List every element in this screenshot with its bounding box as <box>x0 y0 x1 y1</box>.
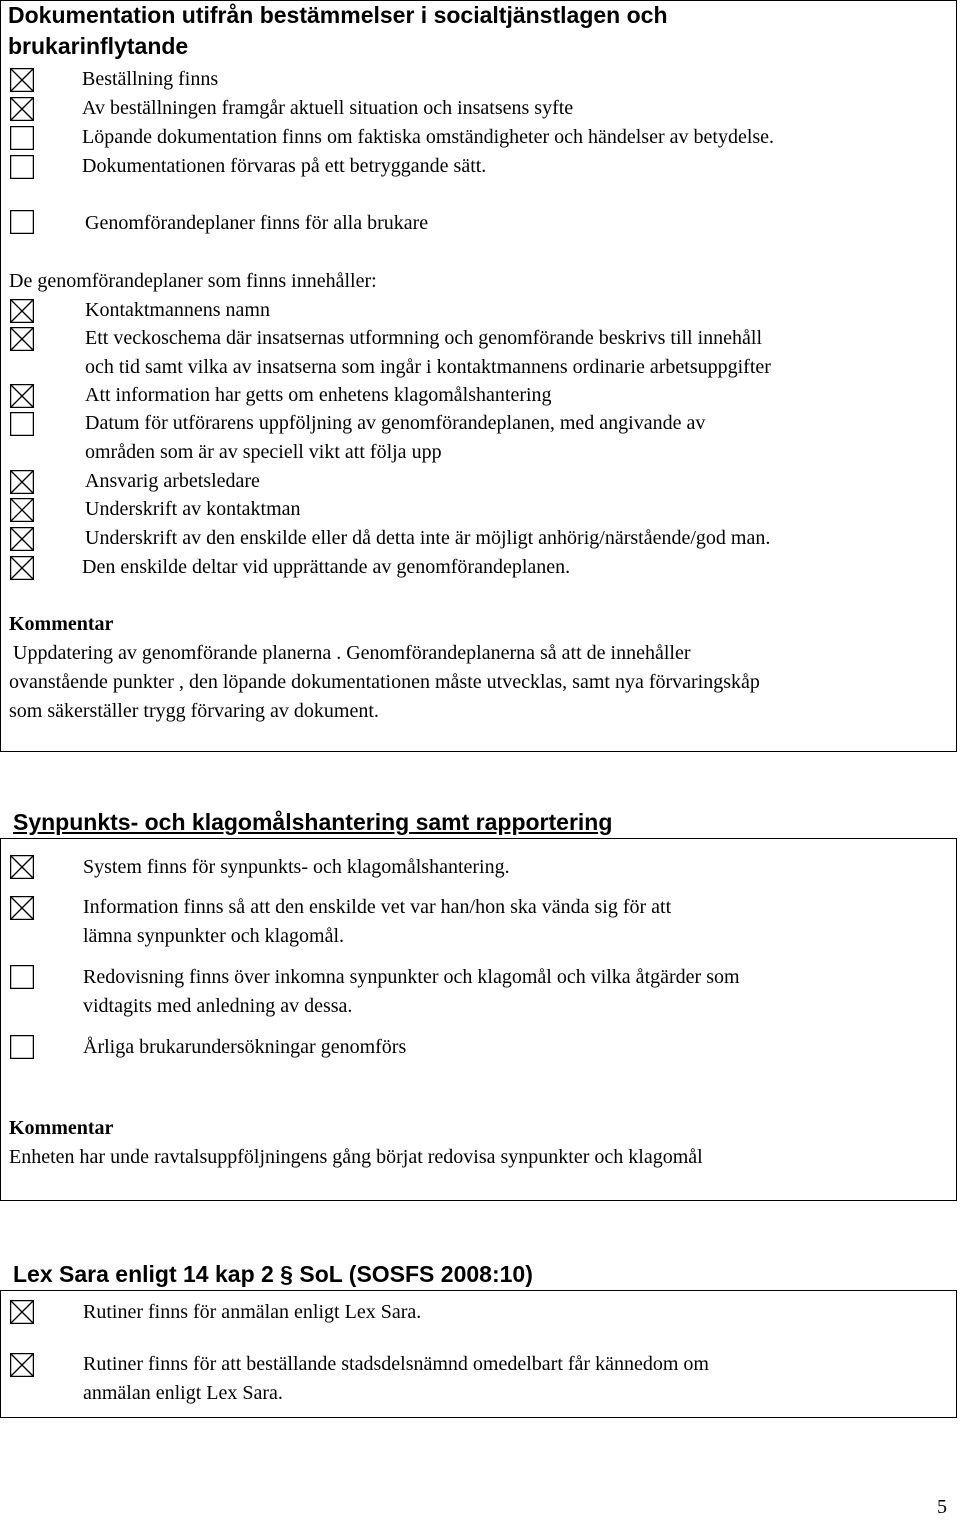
plan-item: Underskrift av kontaktman <box>85 498 301 520</box>
plan-item-line: Ett veckoschema där insatsernas utformning och genomförande beskrivs till innehåll <box>85 327 763 349</box>
checkbox-unchecked-icon[interactable] <box>10 1035 34 1059</box>
checklist-item: Av beställningen framgår aktuell situation och insatsens syfte <box>82 97 574 119</box>
plans-subheading: De genomförandeplaner som finns innehåller: <box>9 270 377 292</box>
checkbox-checked-icon[interactable] <box>10 1300 34 1324</box>
checkbox-checked-icon[interactable] <box>10 299 34 323</box>
plan-item-line: Datum för utförarens uppföljning av genomförandeplanen, med angivande av <box>85 412 706 434</box>
checkbox-checked-icon[interactable] <box>10 470 34 494</box>
checklist-item: Dokumentationen förvaras på ett betryggande sätt. <box>82 155 487 177</box>
plan-item-line: områden som är av speciell vikt att följa upp <box>85 441 442 463</box>
checkbox-unchecked-icon[interactable] <box>10 965 34 989</box>
checklist-item-line: Rutiner finns för att beställande stadsdelsnämnd omedelbart får kännedom om <box>83 1353 709 1375</box>
comment-label: Kommentar <box>9 1117 114 1139</box>
checkbox-checked-icon[interactable] <box>10 527 34 551</box>
checkbox-checked-icon[interactable] <box>10 97 34 121</box>
checkbox-unchecked-icon[interactable] <box>10 126 34 150</box>
checklist-item: System finns för synpunkts- och klagomålshantering. <box>83 856 510 878</box>
page-number: 5 <box>937 1496 947 1518</box>
checkbox-checked-icon[interactable] <box>10 327 34 351</box>
checklist-item: Löpande dokumentation finns om faktiska omständigheter och händelser av betydelse. <box>82 126 775 148</box>
comment-text-line: Uppdatering av genomförande planerna . Genomförandeplanerna så att de innehåller <box>13 642 691 664</box>
checklist-item-line: Information finns så att den enskilde vet var han/hon ska vända sig för att <box>83 896 672 918</box>
section-documentation-title <box>8 0 668 62</box>
checkbox-checked-icon[interactable] <box>10 68 34 92</box>
comment-text-line: Enheten har unde ravtalsuppföljningens gång börjat redovisa synpunkter och klagomål <box>9 1146 703 1168</box>
checkbox-unchecked-icon[interactable] <box>10 210 34 234</box>
checklist-item-line: anmälan enligt Lex Sara. <box>83 1382 283 1404</box>
checklist-item-line: lämna synpunkter och klagomål. <box>83 925 345 947</box>
checkbox-checked-icon[interactable] <box>10 855 34 879</box>
section-complaints-title: Synpunkts- och klagomålshantering samt rapportering <box>13 809 613 835</box>
checklist-item-line: vidtagits med anledning av dessa. <box>83 995 353 1017</box>
plan-item: Underskrift av den enskilde eller då detta inte är möjligt anhörig/närstående/god man. <box>85 527 771 549</box>
section-title-line1: Dokumentation utifrån bestämmelser i socialtjänstlagen och <box>8 2 668 28</box>
checkbox-checked-icon[interactable] <box>10 498 34 522</box>
plan-item-line: och tid samt vilka av insatserna som ingår i kontaktmannens ordinarie arbetsuppgifter <box>85 356 771 378</box>
checkbox-checked-icon[interactable] <box>10 384 34 408</box>
plan-item: Den enskilde deltar vid upprättande av genomförandeplanen. <box>82 556 571 578</box>
checkbox-unchecked-icon[interactable] <box>10 155 34 179</box>
checklist-item: Årliga brukarundersökningar genomförs <box>83 1036 407 1058</box>
comment-text-line: som säkerställer trygg förvaring av dokument. <box>9 700 379 722</box>
plan-item: Att information har getts om enhetens klagomålshantering <box>85 384 552 406</box>
checkbox-checked-icon[interactable] <box>10 1353 34 1377</box>
plan-item: Kontaktmannens namn <box>85 299 270 321</box>
comment-text-line: ovanstående punkter , den löpande dokumentationen måste utvecklas, samt nya förvaringskåp <box>9 671 760 693</box>
section-lex-sara-title: Lex Sara enligt 14 kap 2 § SoL (SOSFS 2008:10) <box>13 1261 533 1287</box>
checklist-item-line: Redovisning finns över inkomna synpunkter och klagomål och vilka åtgärder som <box>83 966 740 988</box>
checkbox-unchecked-icon[interactable] <box>10 412 34 436</box>
checklist-item: Rutiner finns för anmälan enligt Lex Sara. <box>83 1301 422 1323</box>
comment-label: Kommentar <box>9 613 114 635</box>
checkbox-checked-icon[interactable] <box>10 556 34 580</box>
checkbox-checked-icon[interactable] <box>10 896 34 920</box>
section-title-line2: brukarinflytande <box>8 33 189 59</box>
checklist-item: Genomförandeplaner finns för alla brukare <box>85 212 429 234</box>
checklist-item: Beställning finns <box>82 68 219 90</box>
plan-item: Ansvarig arbetsledare <box>85 470 260 492</box>
